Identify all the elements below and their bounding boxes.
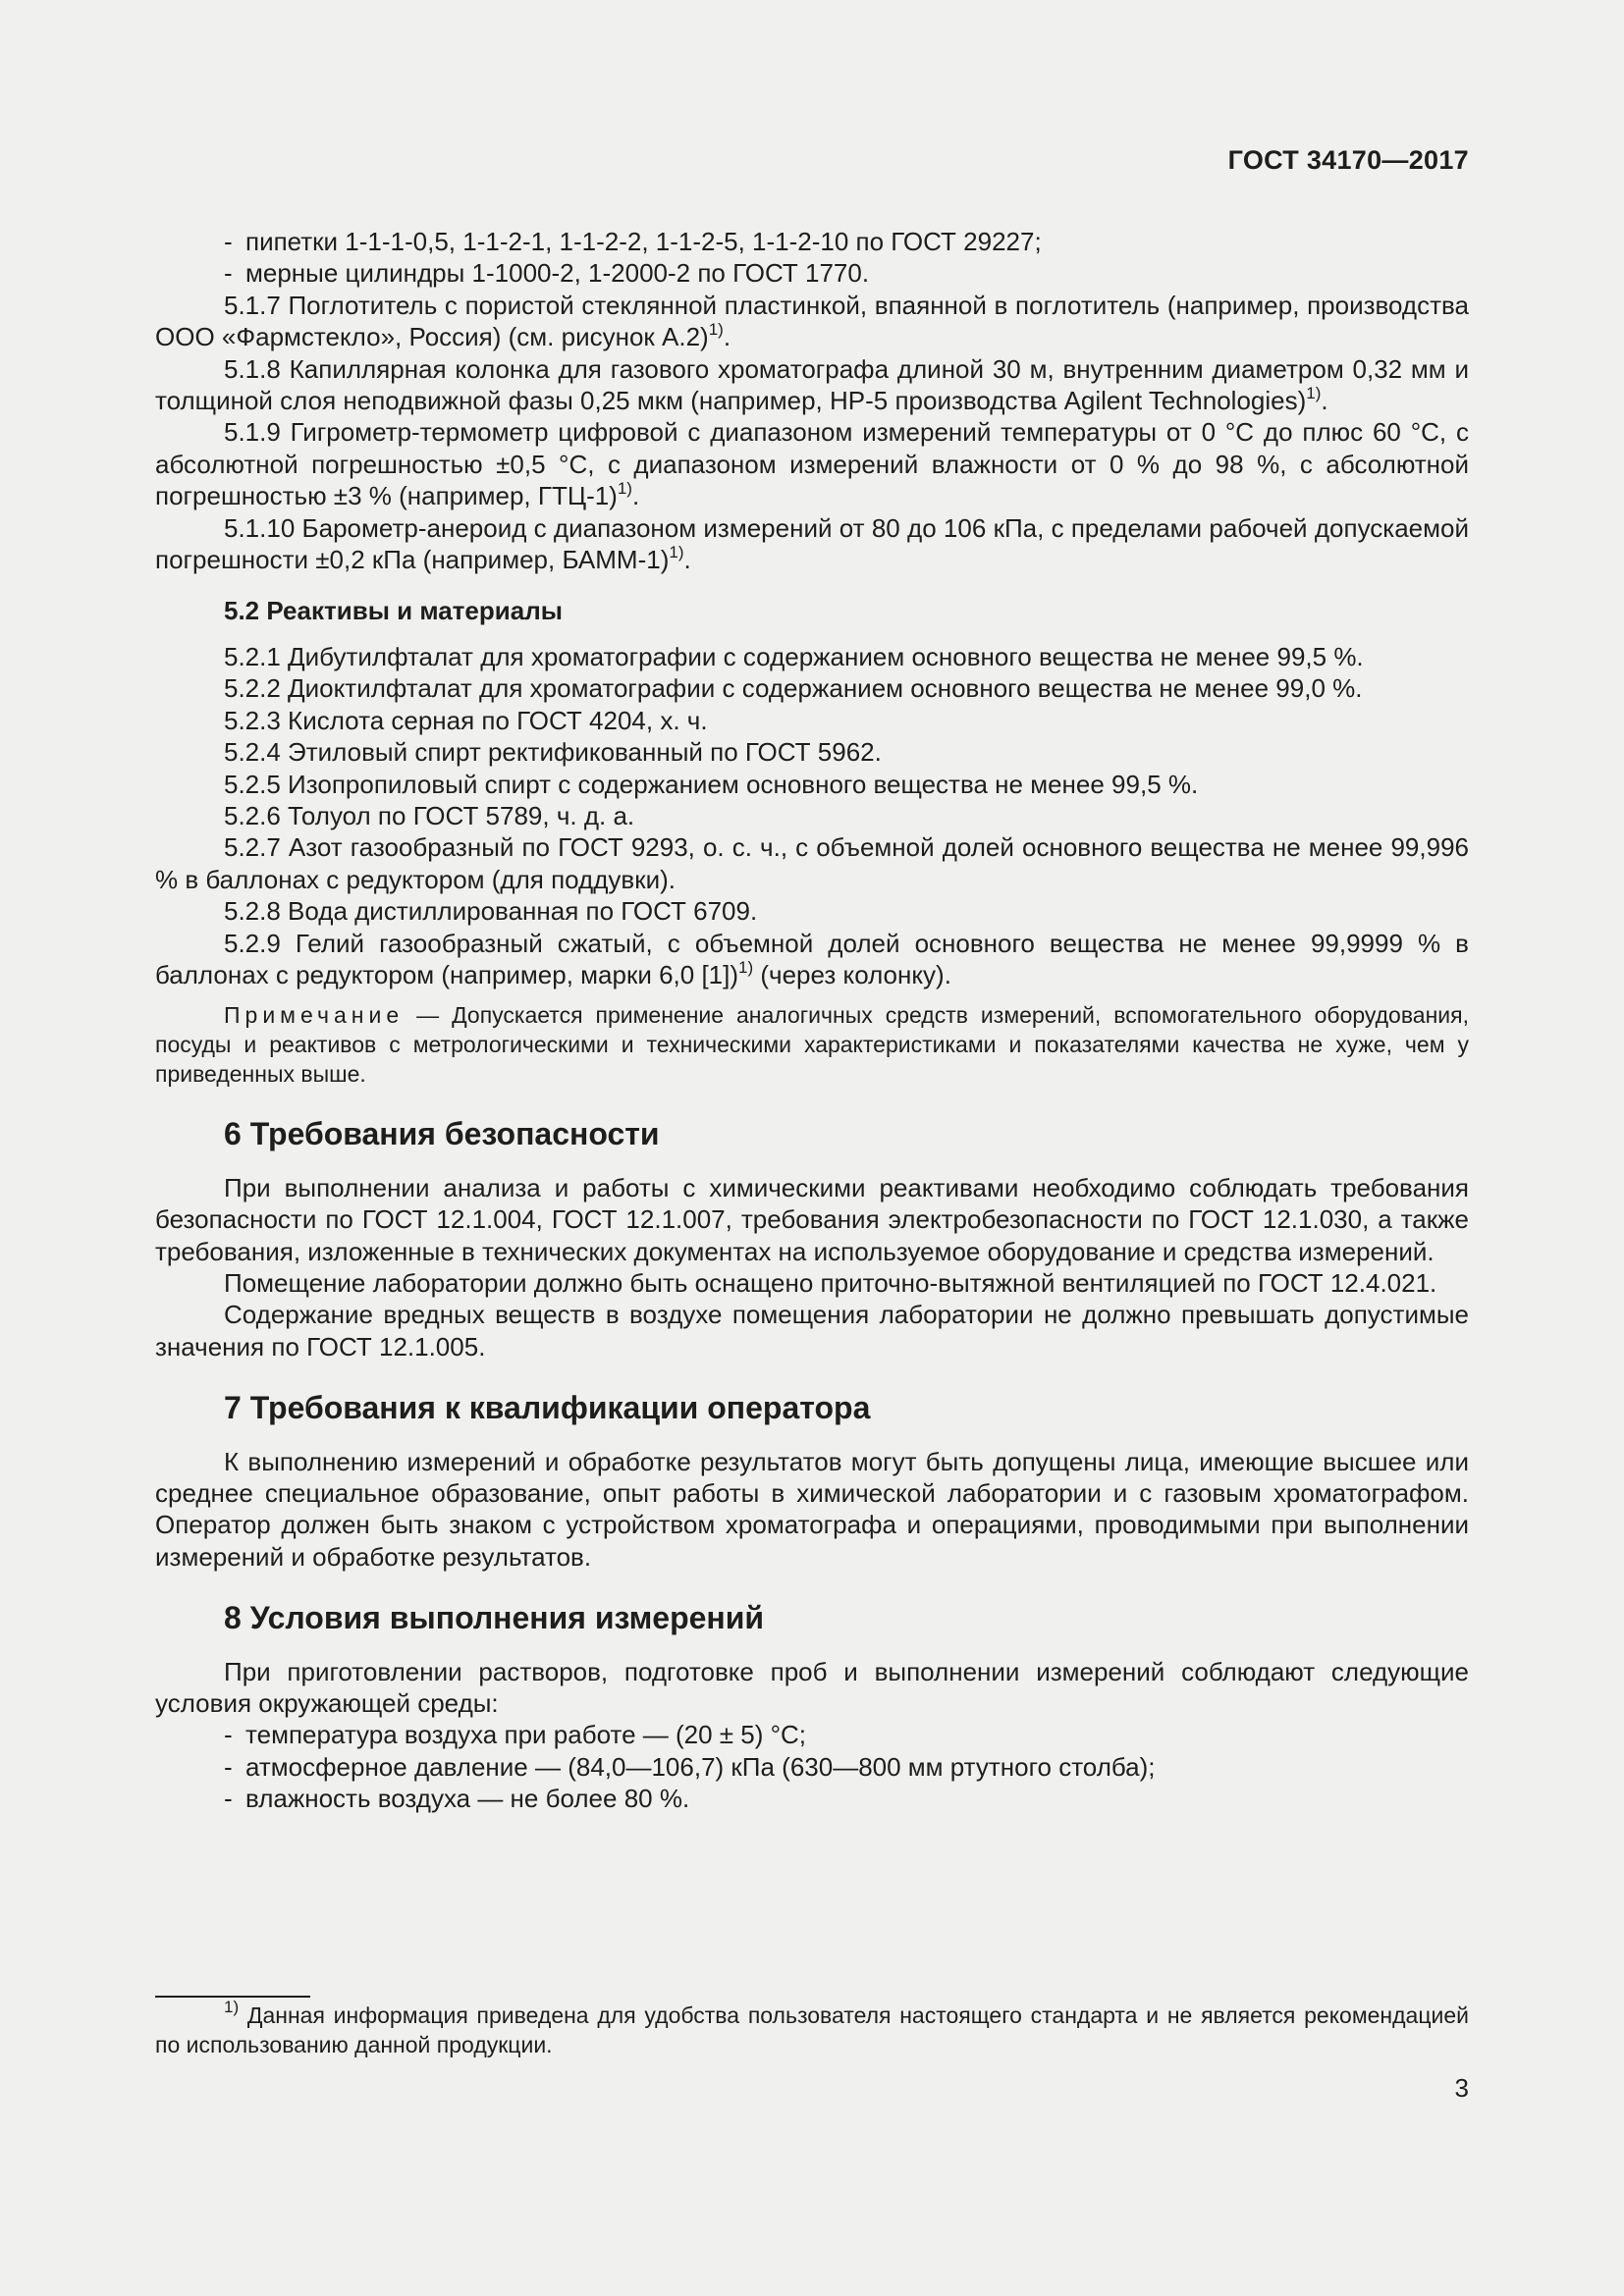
list-item: - температура воздуха при работе — (20 ± 5) °С;: [224, 1720, 807, 1750]
list-item: - влажность воздуха — не более 80 %.: [224, 1784, 690, 1814]
paragraph: При приготовлении растворов, подготовке проб и выполнении измерений соблюдают следующие условия окружающей среды:: [155, 1656, 1469, 1719]
document-header: ГОСТ 34170—2017: [1227, 145, 1469, 175]
paragraph-5-2-1: 5.2.1 Дибутилфталат для хроматографии с содержанием основного вещества не менее 99,5 %.: [224, 641, 1364, 671]
paragraph-5-2-4: 5.2.4 Этиловый спирт ректификованный по ГОСТ 5962.: [224, 737, 882, 768]
footnote-ref[interactable]: 1): [738, 957, 754, 977]
document-body: [155, 226, 1469, 1815]
paragraph: При выполнении анализа и работы с химическими реактивами необходимо соблюдать требования безопасности по ГОСТ 12.1.004, ГОСТ 12.1.007, требования электробезопасности по ГОСТ 12.1.030, а также требования, изложенные в технических документах на используемое оборудование и средства измерений.: [155, 1172, 1469, 1266]
note-label: Примечание: [224, 1002, 405, 1029]
list-item: - атмосферное давление — (84,0—106,7) кПа (630—800 мм ртутного столба);: [224, 1751, 1156, 1782]
paragraph-5-2-2: 5.2.2 Диоктилфталат для хроматографии с содержанием основного вещества не менее 99,0 %.: [224, 673, 1363, 704]
paragraph-5-1-7: 5.1.7 Поглотитель с пористой стеклянной пластинкой, впаянной в поглотитель (например, производства ООО «Фармстекло», Россия) (см. рисунок А.2)$^{1)}$.: [155, 290, 1469, 352]
paragraph: Содержание вредных веществ в воздухе помещения лаборатории не должно превышать допустимые значения по ГОСТ 12.1.005.: [155, 1300, 1469, 1362]
section-title: 7 Требования к квалификации оператора: [224, 1390, 871, 1426]
footnote-ref[interactable]: 1): [617, 479, 632, 499]
list-item: - пипетки 1-1-1-0,5, 1-1-2-1, 1-1-2-2, 1-1-2-5, 1-1-2-10 по ГОСТ 29227;: [224, 227, 1042, 256]
paragraph-5-1-8: 5.1.8 Капиллярная колонка для газового хроматографа длиной 30 м, внутренним диаметром 0,32 мм и толщиной слоя неподвижной фазы 0,25 мкм (например, HP-5 производства Agilent Technologies)$^{1)}$.: [155, 353, 1469, 416]
paragraph-5-2-5: 5.2.5 Изопропиловый спирт с содержанием основного вещества не менее 99,5 %.: [224, 769, 1199, 799]
paragraph-5-1-9: 5.1.9 Гигрометр-термометр цифровой с диапазоном измерений температуры от 0 °С до плюс 60 °С, с абсолютной погрешностью ±0,5 °С, с диапазоном измерений влажности от 0 % до 98 %, с абсолютной погрешностью ±3 % (например, ГТЦ-1)$^{1)}$.: [155, 417, 1469, 511]
paragraph-5-2-9: 5.2.9 Гелий газообразный сжатый, с объемной долей основного вещества не менее 99,9999 % в баллонах с редуктором (например, марки 6,0 [1])$^{1)}$ (через колонку).: [155, 928, 1469, 989]
note: Примечание — Допускается применение аналогичных средств измерений, вспомогательного оборудования, посуды и реактивов с метрологическими и техническими характеристиками и показателями качества не хуже, чем у приведенных выше.: [155, 1002, 1469, 1088]
paragraph-5-2-7: 5.2.7 Азот газообразный по ГОСТ 9293, о. с. ч., с объемной долей основного вещества не менее 99,996 % в баллонах с редуктором (для поддувки).: [155, 832, 1469, 894]
footnote-mark: 1): [224, 1998, 240, 2016]
page-number: 3: [1454, 2073, 1469, 2103]
section-title: 6 Требования безопасности: [224, 1116, 660, 1152]
paragraph: Помещение лаборатории должно быть оснащено приточно-вытяжной вентиляцией по ГОСТ 12.4.021.: [224, 1267, 1437, 1298]
footnote-ref[interactable]: 1): [669, 543, 684, 562]
footnote: $^{1)}$ Данная информация приведена для удобства пользователя настоящего стандарта и не является рекомендацией по использованию данной продукции.: [155, 1998, 1469, 2057]
subsection-title: 5.2 Реактивы и материалы: [224, 596, 563, 626]
paragraph-5-2-6: 5.2.6 Толуол по ГОСТ 5789, ч. д. а.: [224, 800, 635, 830]
paragraph-5-2-8: 5.2.8 Вода дистиллированная по ГОСТ 6709.: [224, 896, 758, 927]
footnote-ref[interactable]: 1): [708, 320, 724, 340]
paragraph-5-1-10: 5.1.10 Барометр-анероид с диапазоном измерений от 80 до 106 кПа, с пределами рабочей допускаемой погрешности ±0,2 кПа (например, БАММ-1)$^{1)}$.: [155, 512, 1469, 575]
paragraph: К выполнению измерений и обработке результатов могут быть допущены лица, имеющие высшее или среднее специальное образование, опыт работы в химической лаборатории и с газовым хроматографом. Оператор должен быть знаком с устройством хроматографа и операциями, проводимыми при выполнении измерений и обработке результатов.: [155, 1446, 1469, 1572]
section-title: 8 Условия выполнения измерений: [224, 1600, 765, 1636]
paragraph-5-2-3: 5.2.3 Кислота серная по ГОСТ 4204, х. ч.: [224, 705, 708, 735]
list-item: - мерные цилиндры 1-1000-2, 1-2000-2 по ГОСТ 1770.: [224, 258, 870, 289]
footnote-ref[interactable]: 1): [1306, 384, 1322, 403]
